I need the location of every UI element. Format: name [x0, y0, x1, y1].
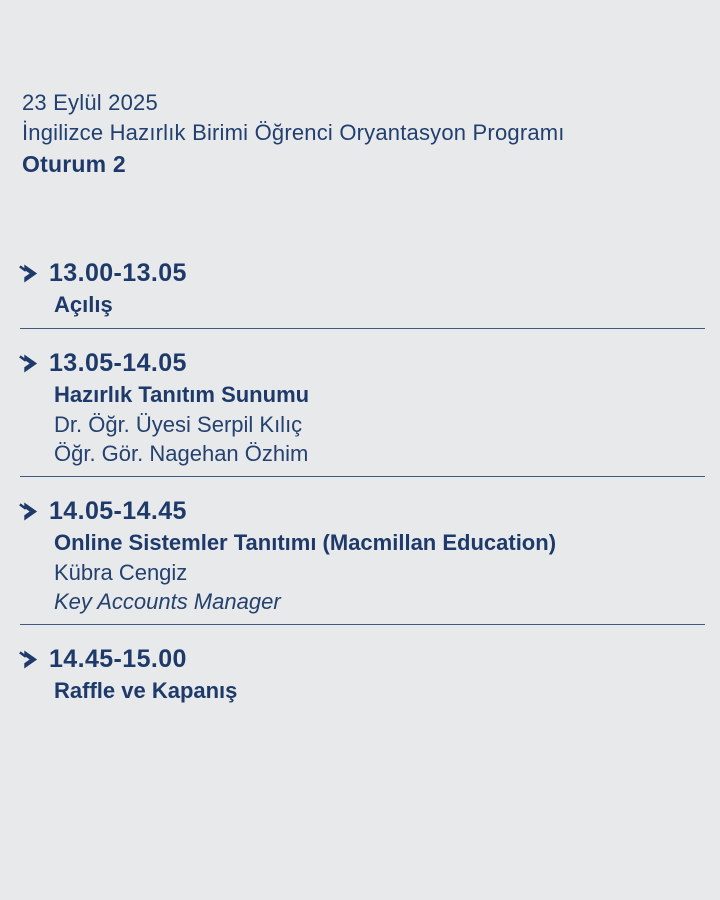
item-speaker: Kübra Cengiz: [54, 560, 188, 585]
double-chevron-right-icon: [17, 500, 40, 523]
item-speaker-role: Key Accounts Manager: [54, 589, 281, 614]
item-time: 13.05-14.05: [49, 348, 187, 377]
item-title: Raffle ve Kapanış: [54, 678, 238, 703]
schedule-list: [22, 257, 698, 706]
item-title: Online Sistemler Tanıtımı (Macmillan Education): [54, 530, 557, 555]
item-time-row: [17, 257, 698, 289]
program-date: 23 Eylül 2025: [22, 90, 158, 115]
item-details: [54, 676, 698, 706]
item-time: 14.05-14.45: [49, 496, 187, 525]
double-chevron-right-icon: [17, 262, 40, 285]
item-time-row: [17, 643, 698, 675]
divider: [20, 328, 705, 329]
program-header: [22, 88, 698, 180]
item-speaker: Öğr. Gör. Nagehan Özhim: [54, 441, 309, 466]
schedule-item: [22, 347, 698, 468]
item-time-row: [17, 495, 698, 527]
program-title: İngilizce Hazırlık Birimi Öğrenci Oryantasyon Programı: [22, 120, 565, 145]
item-time-row: [17, 347, 698, 379]
divider: [20, 624, 705, 625]
item-details: [54, 528, 698, 616]
schedule-item: [22, 257, 698, 320]
item-time: 13.00-13.05: [49, 258, 187, 287]
item-time: 14.45-15.00: [49, 644, 187, 673]
item-speaker: Dr. Öğr. Üyesi Serpil Kılıç: [54, 412, 303, 437]
schedule-item: [22, 495, 698, 616]
double-chevron-right-icon: [17, 352, 40, 375]
item-details: [54, 290, 698, 320]
schedule-item: [22, 643, 698, 706]
session-label: Oturum 2: [22, 151, 126, 177]
item-details: [54, 380, 698, 468]
item-title: Açılış: [54, 292, 113, 317]
divider: [20, 476, 705, 477]
double-chevron-right-icon: [17, 648, 40, 671]
item-title: Hazırlık Tanıtım Sunumu: [54, 382, 310, 407]
